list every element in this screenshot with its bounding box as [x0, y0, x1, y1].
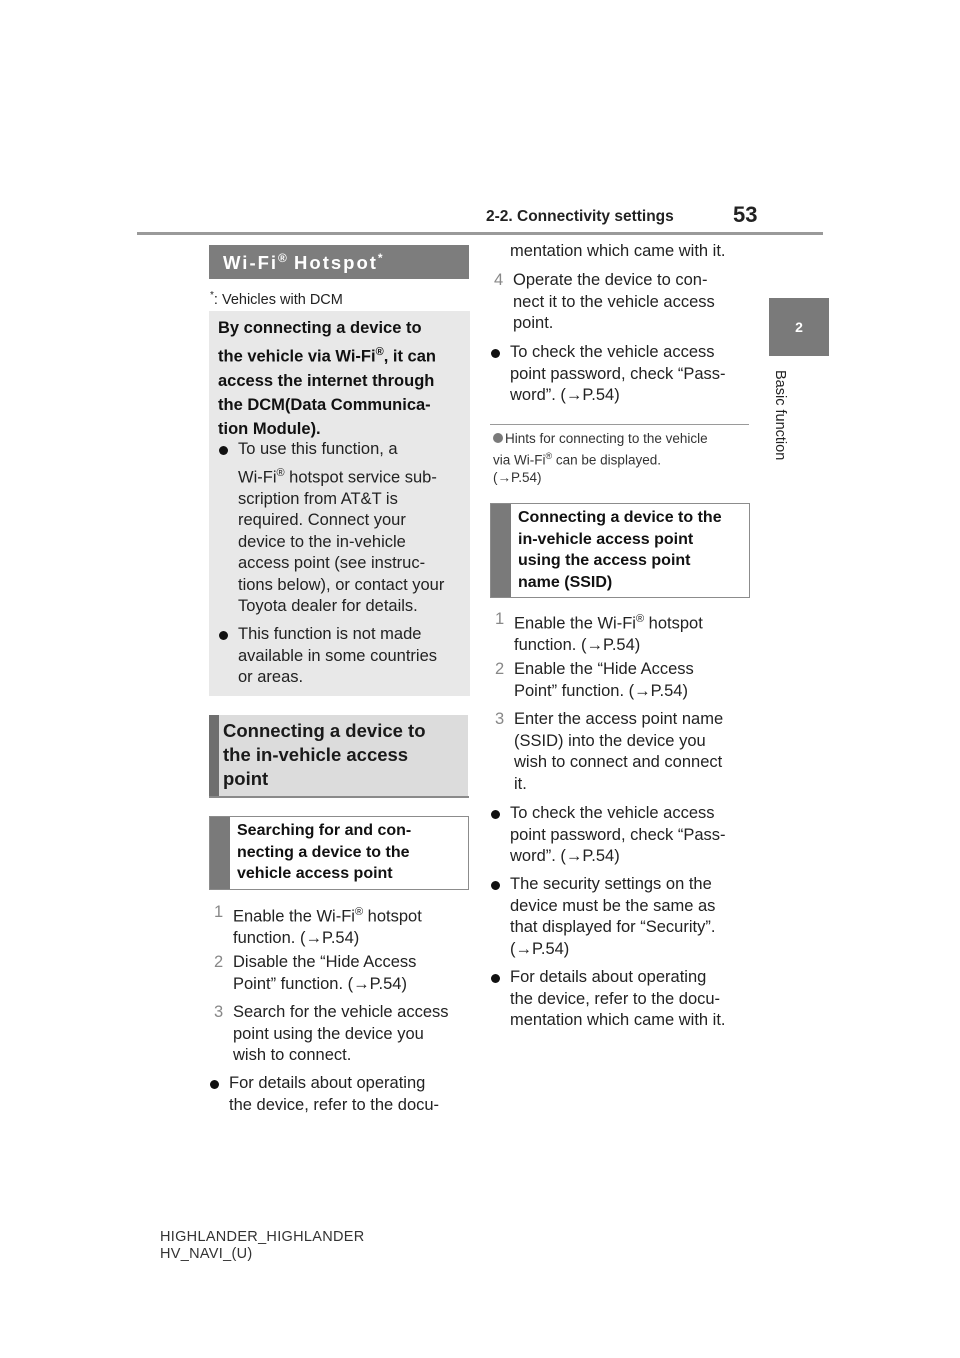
search-bullet-details: For details about operating the device, refer to the docu- [229, 1073, 469, 1116]
ssid-step-2: 2 Enable the “Hide Access Point” function. (→P.54) [495, 660, 694, 700]
intro-box [209, 311, 470, 696]
search-step-3: 3 Search for the vehicle access point using the device you wish to connect. [214, 1003, 449, 1064]
password-bullet: To check the vehicle access point password, check “Pass- word”. (→P.54) [510, 342, 755, 407]
procedure-bar [210, 817, 230, 889]
bullet-icon [491, 881, 500, 890]
section-title-bar [209, 245, 469, 279]
section-title: Wi-Fi® Hotspot* [223, 251, 383, 274]
page-number: 53 [733, 202, 758, 227]
bullet-icon [491, 810, 500, 819]
procedure-box-ssid [490, 503, 750, 598]
ssid-step-3: 3 Enter the access point name (SSID) into the device you wish to connect and connect it. [495, 710, 724, 793]
search-bullet-details-cont: mentation which came with it. [510, 242, 726, 260]
chapter-number: 2 [795, 319, 803, 335]
footer-model-code: HIGHLANDER_HIGHLANDER HV_NAVI_(U) [160, 1229, 365, 1262]
intro-bullet-service: To use this function, a Wi-Fi® hotspot service sub- scription from AT&T is required. Connect your device to the in-vehicle access point (see instruc- tions below), or contact your Toyota dealer for details. [238, 439, 473, 618]
bullet-icon [491, 974, 500, 983]
subheading-bar [209, 715, 219, 797]
hint-rule [490, 424, 749, 425]
header-rule [137, 232, 823, 235]
chapter-label: Basic function [772, 370, 788, 461]
subheading-connecting [209, 715, 468, 797]
bullet-icon [219, 446, 228, 455]
running-header-section: 2-2. Connectivity settings [486, 208, 674, 225]
ssid-step-1: 1 Enable the Wi-Fi® hotspot function. (→P.54) [495, 610, 703, 654]
search-step-4: 4 Operate the device to con- nect it to the vehicle access point. [494, 271, 715, 332]
hint-note: Hints for connecting to the vehicle via Wi-Fi® can be displayed. (→P.54) [493, 431, 708, 485]
bullet-icon [219, 631, 228, 640]
subheading-rule [209, 796, 469, 798]
chapter-tab-label [770, 370, 790, 480]
hint-bullet-icon [493, 433, 503, 443]
ssid-bullet-password: To check the vehicle access point password, check “Pass- word”. (→P.54) [510, 803, 755, 868]
search-step-2: 2 Disable the “Hide Access Point” function. (→P.54) [214, 953, 417, 993]
bullet-icon [210, 1080, 219, 1089]
intro-bullet-availability: This function is not made available in some countries or areas. [238, 624, 473, 689]
ssid-bullet-details: For details about operating the device, refer to the docu- mentation which came with it. [510, 967, 755, 1032]
procedure-title: Connecting a device to the in-vehicle access point using the access point name (SSID) [518, 509, 722, 591]
footnote: *: Vehicles with DCM [210, 290, 343, 308]
intro-text: By connecting a device to the vehicle via Wi-Fi®, it can access the internet through the DCM(Data Communica- tion Module). [218, 319, 436, 438]
chapter-tab-number [769, 298, 829, 356]
procedure-bar [491, 504, 511, 597]
bullet-icon [491, 349, 500, 358]
procedure-title: Searching for and con- necting a device to the vehicle access point [237, 822, 412, 882]
ssid-bullet-security: The security settings on the device must be the same as that displayed for “Security”. (→P.54) [510, 874, 755, 960]
subheading-text: Connecting a device to the in-vehicle access point [223, 720, 426, 789]
procedure-box-search [209, 816, 469, 890]
search-step-1: 1 Enable the Wi-Fi® hotspot function. (→P.54) [214, 903, 422, 947]
